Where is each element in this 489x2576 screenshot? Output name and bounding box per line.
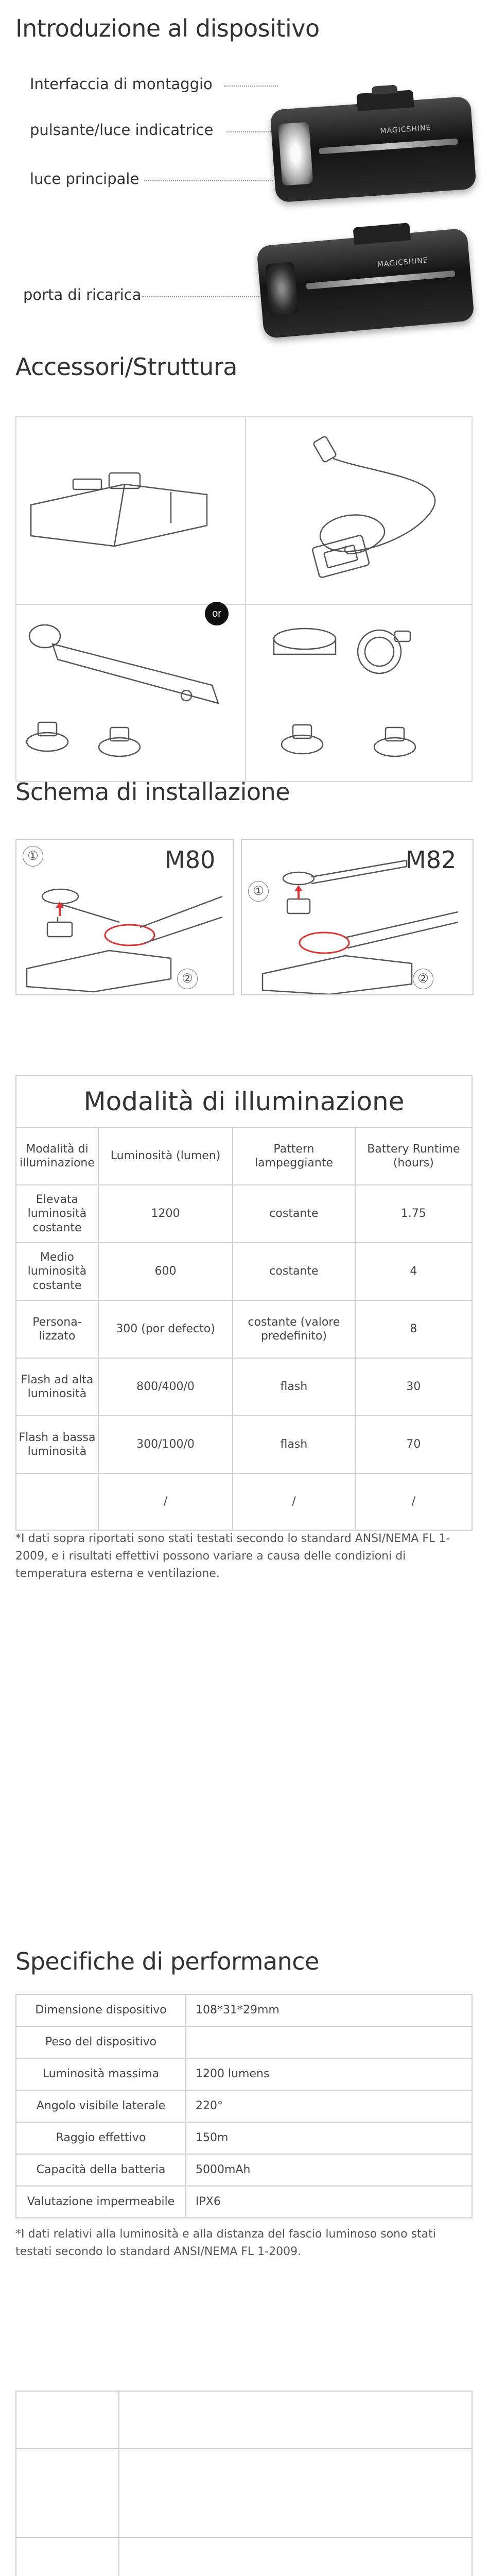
table-cell: / xyxy=(98,1473,233,1530)
table-row xyxy=(16,1994,472,2026)
spec-label: Luminosità massima xyxy=(16,2058,186,2090)
table-row xyxy=(16,1358,472,1416)
callout-mount-interface: Interfaccia di montaggio xyxy=(30,75,213,93)
table-row xyxy=(16,2026,472,2058)
step-1-badge: ① xyxy=(248,881,269,902)
table-cell: Elevata luminosità costante xyxy=(16,1185,98,1243)
table-row xyxy=(16,2154,472,2186)
table-cell: costante xyxy=(233,1243,355,1300)
table-row xyxy=(16,2122,472,2154)
table-cell: Medio luminosità costante xyxy=(16,1243,98,1300)
specs-note: *I dati relativi alla luminosità e alla distanza del fascio luminoso sono stati testati secondo lo standard ANSI/NEMA FL 1-2009. xyxy=(15,2228,436,2259)
table-cell: 300/100/0 xyxy=(98,1416,233,1473)
handlebar-clamp-icon xyxy=(274,629,415,756)
modes-caption: Modalità di illuminazione xyxy=(16,1076,472,1127)
modes-note: *I dati sopra riportati sono stati testati secondo lo standard ANSI/NEMA FL 1-2009, e i risultati effettivi possono variare a causa delle condizioni di temperatura esterna e ventilazione. xyxy=(15,1532,450,1581)
mount-interface xyxy=(353,223,411,245)
table-cell: 1.75 xyxy=(355,1185,472,1243)
step-2-badge: ② xyxy=(177,969,198,989)
spec-value: 220° xyxy=(186,2090,472,2122)
charging-port xyxy=(265,262,299,316)
specs-title: Specifiche di performance xyxy=(15,1947,319,1975)
or-badge: or xyxy=(205,602,229,625)
spec-value: 5000mAh xyxy=(186,2154,472,2186)
spec-label: Angolo visibile laterale xyxy=(16,2090,186,2122)
table-row xyxy=(16,1416,472,1473)
table-cell: flash xyxy=(233,1416,355,1473)
device-stripe xyxy=(306,270,456,290)
spec-value: 150m xyxy=(186,2122,472,2154)
callout-line xyxy=(144,180,273,181)
table-row xyxy=(16,2186,472,2218)
intro-title: Introduzione al dispositivo xyxy=(15,14,320,42)
spec-value: 1200 lumens xyxy=(186,2058,472,2090)
table-cell: 8 xyxy=(355,1300,472,1358)
step-2-badge: ② xyxy=(413,969,433,989)
callout-button-indicator: pulsante/luce indicatrice xyxy=(30,121,214,139)
table-cell: Flash a bassa luminosità xyxy=(16,1416,98,1473)
table-row xyxy=(16,2090,472,2122)
model-m80-label: M80 xyxy=(165,846,216,874)
table-cell: costante (valore predefinito) xyxy=(233,1300,355,1358)
header-mode: Modalità di illuminazione xyxy=(16,1127,98,1185)
table-cell: costante xyxy=(233,1185,355,1243)
spec-label: Valutazione impermeabile xyxy=(16,2186,186,2218)
device-logo: MAGICSHINE xyxy=(377,256,429,269)
table-cell: Flash ad alta luminosità xyxy=(16,1358,98,1416)
device-front-image xyxy=(270,96,477,203)
callout-line xyxy=(224,86,278,87)
table-row xyxy=(16,1243,472,1300)
spec-label: Peso del dispositivo xyxy=(16,2026,186,2058)
spec-label: Capacità della batteria xyxy=(16,2154,186,2186)
specs-table xyxy=(15,1994,473,2218)
out-front-mount-icon xyxy=(27,625,218,756)
table-row xyxy=(16,2391,472,2449)
table-cell: 800/400/0 xyxy=(98,1358,233,1416)
usb-cable-icon xyxy=(312,436,435,578)
table-row xyxy=(16,1300,472,1358)
table-row xyxy=(16,2058,472,2090)
accessories-illustration xyxy=(16,417,474,783)
blank-table xyxy=(15,2391,473,2576)
install-box-m80 xyxy=(15,839,234,995)
table-row xyxy=(16,2537,472,2576)
device-rear-image xyxy=(256,228,475,338)
table-cell: flash xyxy=(233,1358,355,1416)
table-cell: 300 (por defecto) xyxy=(98,1300,233,1358)
callout-charging-port: porta di ricarica xyxy=(23,286,142,303)
header-runtime: Battery Runtime (hours) xyxy=(355,1127,472,1185)
table-row xyxy=(16,1473,472,1530)
callout-line xyxy=(142,296,265,297)
header-brightness: Luminosità (lumen) xyxy=(98,1127,233,1185)
table-cell: 70 xyxy=(355,1416,472,1473)
accessories-grid xyxy=(15,416,473,782)
step-1-badge: ① xyxy=(23,846,43,867)
header-flash-pattern: Pattern lampeggiante xyxy=(233,1127,355,1185)
table-cell xyxy=(16,1473,98,1530)
table-cell: / xyxy=(355,1473,472,1530)
callout-main-light: luce principale xyxy=(30,170,139,188)
install-title: Schema di installazione xyxy=(15,778,290,806)
main-light-lens xyxy=(278,122,313,186)
table-cell: 4 xyxy=(355,1243,472,1300)
table-row xyxy=(16,2449,472,2537)
lighting-modes-table xyxy=(15,1075,473,1531)
table-cell: / xyxy=(233,1473,355,1530)
table-cell: 30 xyxy=(355,1358,472,1416)
callout-line xyxy=(226,131,273,132)
spec-label: Dimensione dispositivo xyxy=(16,1994,186,2026)
table-cell: 1200 xyxy=(98,1185,233,1243)
accessories-title: Accessori/Struttura xyxy=(15,353,237,381)
model-m82-label: M82 xyxy=(406,846,457,874)
table-cell: 600 xyxy=(98,1243,233,1300)
spec-value: IPX6 xyxy=(186,2186,472,2218)
spec-label: Raggio effettivo xyxy=(16,2122,186,2154)
install-box-m82 xyxy=(241,839,474,995)
device-stripe xyxy=(319,139,458,155)
table-row xyxy=(16,1185,472,1243)
table-cell: Persona- lizzato xyxy=(16,1300,98,1358)
spec-value xyxy=(186,2026,472,2058)
device-outline-icon xyxy=(31,473,207,546)
spec-value: 108*31*29mm xyxy=(186,1994,472,2026)
device-logo: MAGICSHINE xyxy=(380,124,431,135)
